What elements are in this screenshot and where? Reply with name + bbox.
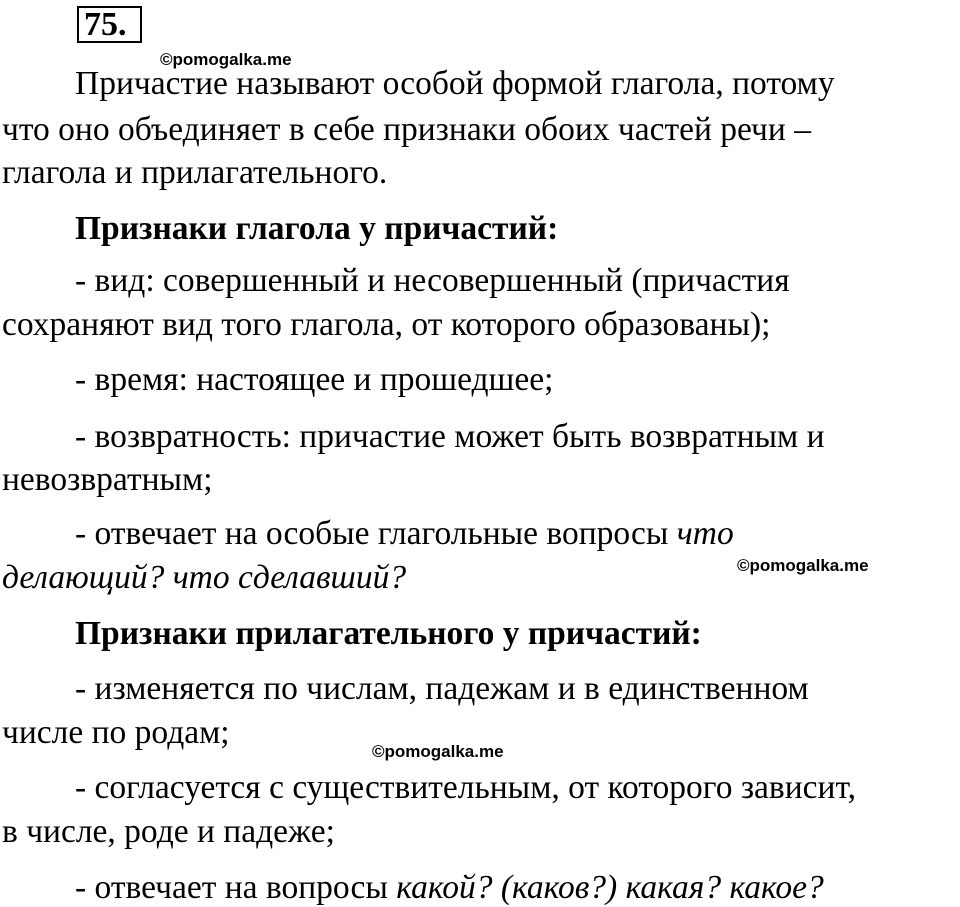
watermark: ©pomogalka.me (372, 742, 504, 761)
verb-item-questions-line-2: делающий? что сделавший? (2, 559, 407, 596)
verb-item-tense: - время: настоящее и прошедшее; (75, 361, 554, 398)
intro-line-2: что оно объединяет в себе признаки обоих частей речи – (2, 111, 811, 148)
verb-item-aspect-line-1: - вид: совершенный и несовершенный (причастия (75, 262, 790, 299)
adj-item-agreement-line-1: - согласуется с существительным, от которого зависит, (75, 769, 856, 806)
verb-item-reflexive-line-1: - возвратность: причастие может быть возвратным и (75, 418, 825, 455)
watermark: ©pomogalka.me (737, 556, 869, 575)
verb-item-reflexive-line-2: невозвратным; (2, 461, 213, 498)
verb-item-questions-line-1 (75, 516, 734, 552)
verb-item-aspect-line-2: сохраняют вид того глагола, от которого образованы); (2, 306, 771, 343)
adj-item-questions (75, 870, 824, 906)
watermark: ©pomogalka.me (160, 50, 292, 69)
intro-line-1: Причастие называют особой формой глагола, потому (75, 65, 835, 102)
intro-line-3: глагола и прилагательного. (2, 154, 388, 191)
adj-item-agreement-line-2: в числе, роде и падеже; (2, 813, 335, 850)
adj-item-inflection-line-1: - изменяется по числам, падежам и в единственном (75, 670, 809, 707)
adjective-heading: Признаки прилагательного у причастий: (75, 615, 702, 652)
adj-item-questions-q: какой? (каков?) какая? какое? (396, 869, 824, 906)
adj-item-questions-text: - отвечает на вопросы (75, 869, 397, 906)
exercise-number: 75. (77, 6, 142, 43)
verb-heading: Признаки глагола у причастий: (75, 210, 559, 247)
adj-item-inflection-line-2: числе по родам; (2, 714, 230, 751)
verb-item-questions-q1: что (676, 515, 734, 552)
verb-item-questions-text: - отвечает на особые глагольные вопросы (75, 515, 677, 552)
